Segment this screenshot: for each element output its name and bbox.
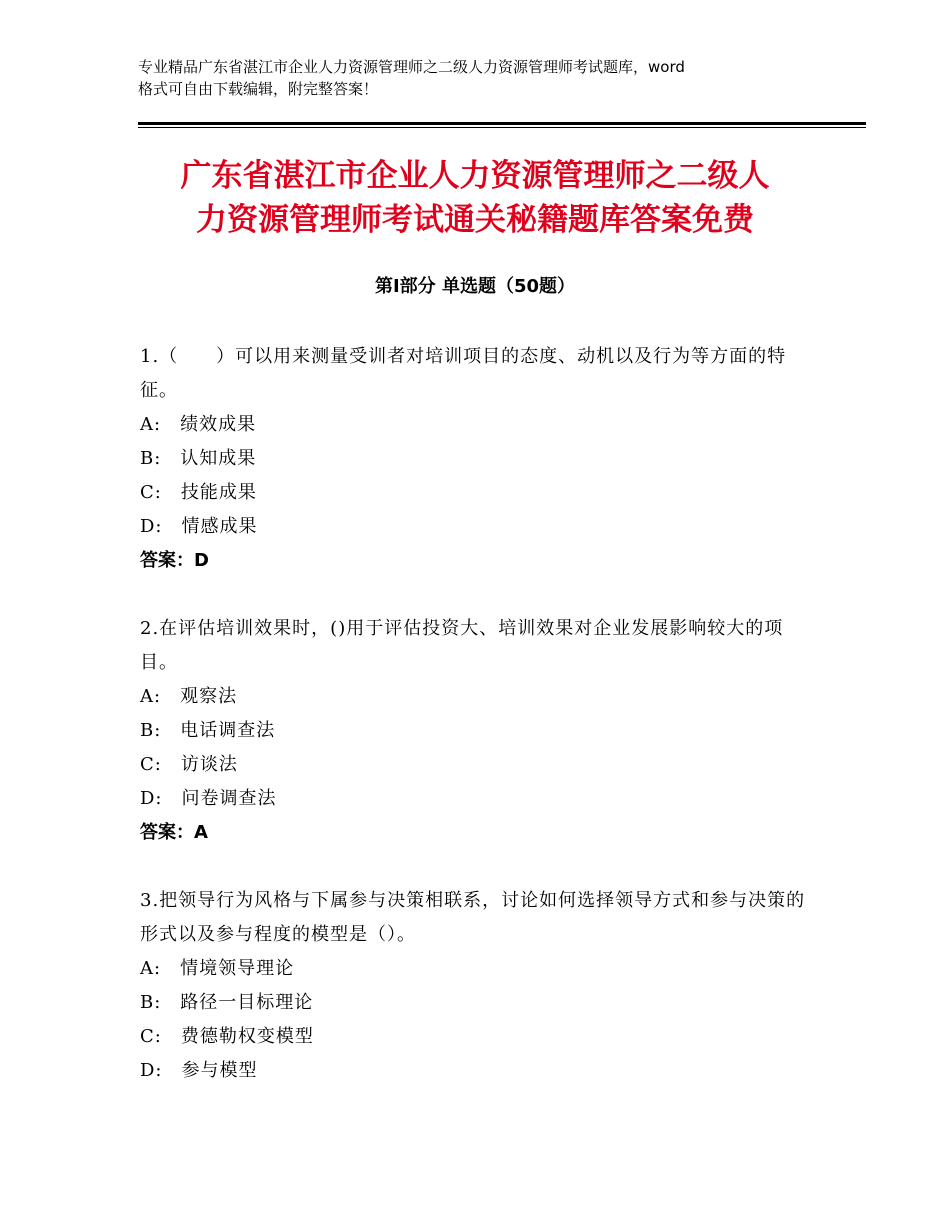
option-d: D: 情感成果 [140, 516, 258, 537]
question-stem: 2.在评估培训效果时，()用于评估投资大、培训效果对企业发展影响较大的项目。 [140, 618, 784, 673]
document-title-line-1: 广东省湛江市企业人力资源管理师之二级人 [180, 158, 770, 194]
question-stem: 1.（ ）可以用来测量受训者对培训项目的态度、动机以及行为等方面的特征。 [140, 346, 787, 401]
question-stem: 3.把领导行为风格与下属参与决策相联系，讨论如何选择领导方式和参与决策的形式以及参与程度的模型是（）。 [140, 890, 806, 945]
option-a: A: 情境领导理论 [140, 958, 295, 979]
header-rule-thick [138, 122, 866, 125]
header-note [138, 56, 828, 100]
header-note-line-2: 格式可自由下载编辑，附完整答案！ [138, 80, 379, 98]
section-title: 第Ⅰ部分 单选题（50题） [374, 276, 575, 297]
option-a: A: 观察法 [140, 686, 238, 707]
option-b: B: 认知成果 [140, 448, 257, 469]
question-2 [140, 612, 810, 850]
header-note-line-1: 专业精品广东省湛江市企业人力资源管理师之二级人力资源管理师考试题库，word [138, 58, 685, 76]
option-a: A: 绩效成果 [140, 414, 257, 435]
option-b: B: 路径一目标理论 [140, 992, 314, 1013]
question-3 [140, 884, 810, 1088]
option-c: C: 费德勒权变模型 [140, 1026, 314, 1047]
question-1 [140, 340, 810, 578]
answer-label: 答案：A [140, 822, 208, 843]
document-title-line-2: 力资源管理师考试通关秘籍题库答案免费 [196, 202, 754, 238]
option-c: C: 访谈法 [140, 754, 238, 775]
document-title [110, 154, 840, 242]
option-d: D: 问卷调查法 [140, 788, 277, 809]
question-list [140, 340, 810, 1122]
option-d: D: 参与模型 [140, 1060, 258, 1081]
option-c: C: 技能成果 [140, 482, 257, 503]
option-b: B: 电话调查法 [140, 720, 276, 741]
answer-label: 答案：D [140, 550, 209, 571]
header-rule-thin [138, 127, 866, 128]
